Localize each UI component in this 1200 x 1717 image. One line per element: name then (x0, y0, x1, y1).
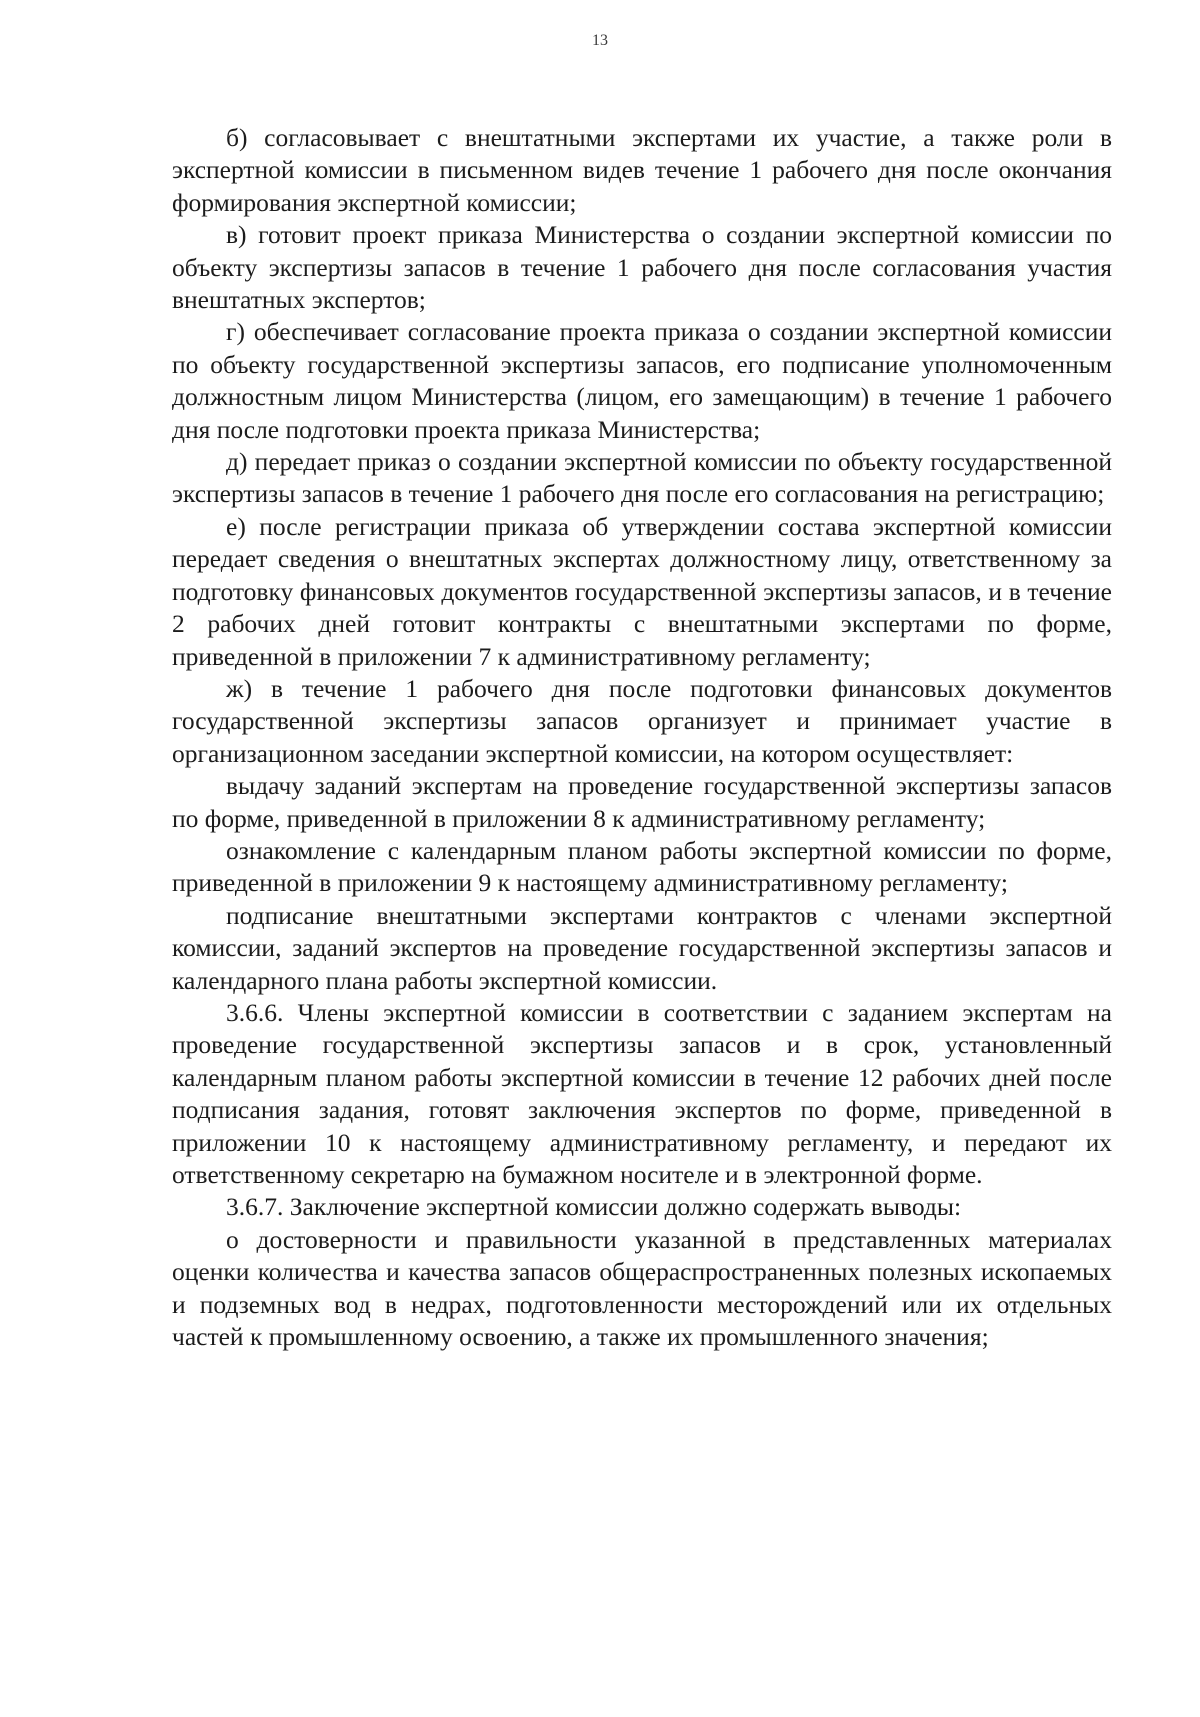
document-body (172, 122, 1112, 1353)
paragraph-v: в) готовит проект приказа Министерства о создании экспертной комиссии по объекту экспертизы запасов в течение 1 рабочего дня после согласования участия внештатных экспертов; (172, 220, 1112, 315)
page-number: 13 (592, 32, 608, 49)
paragraph-conclusion-reliability: о достоверности и правильности указанной в представленных материалах оценки количества и качества запасов общераспространенных полезных ископаемых и подземных вод в недрах, подготовленности месторождений или их отдельных частей к промышленному освоению, а также их промышленного значения; (172, 1224, 1112, 1352)
paragraph-g: г) обеспечивает согласование проекта приказа о создании экспертной комиссии по объекту государственной экспертизы запасов, его подписание уполномоченным должностным лицом Министерства (лицом, его замещающим) в течение 1 рабочего дня после подготовки проекта приказа Министерства; (172, 317, 1112, 444)
paragraph-zh: ж) в течение 1 рабочего дня после подготовки финансовых документов государственной экспертизы запасов организует и принимает участие в организационном заседании экспертной комиссии, на котором осуществляет: (172, 673, 1112, 768)
paragraph-b: б) согласовывает с внештатными экспертами их участие, а также роли в экспертной комиссии в письменном видев течение 1 рабочего дня после окончания формирования экспертной комиссии; (172, 123, 1112, 217)
paragraph-task-issue: выдачу заданий экспертам на проведение государственной экспертизы запасов по форме, приведенной в приложении 8 к административному регламенту; (172, 771, 1112, 833)
paragraph-d: д) передает приказ о создании экспертной комиссии по объекту государственной экспертизы запасов в течение 1 рабочего дня после его согласования на регистрацию; (172, 447, 1112, 509)
paragraph-contract-signing: подписание внештатными экспертами контрактов с членами экспертной комиссии, заданий экспертов на проведение государственной экспертизы запасов и календарного плана работы экспертной комиссии. (172, 900, 1112, 995)
paragraph-e: е) после регистрации приказа об утверждении состава экспертной комиссии передает сведения о внештатных экспертах должностному лицу, ответственному за подготовку финансовых документов государственной экспертизы запасов, и в течение 2 рабочих дней готовит контракты с внештатными экспертами по форме, приведенной в приложении 7 к административному регламенту; (172, 511, 1112, 671)
paragraph-calendar-plan: ознакомление с календарным планом работы экспертной комиссии по форме, приведенной в приложении 9 к настоящему административному регламенту; (172, 835, 1112, 898)
paragraph-3-6-6: 3.6.6. Члены экспертной комиссии в соответствии с заданием экспертам на проведение государственной экспертизы запасов и в срок, установленный календарным планом работы экспертной комиссии в течение 12 рабочих дней после подписания задания, готовят заключения экспертов по форме, приведенной в приложении 10 к настоящему административному регламенту, и передают их ответственному секретарю на бумажном носителе и в электронной форме. (172, 997, 1112, 1189)
paragraph-3-6-7: 3.6.7. Заключение экспертной комиссии должно содержать выводы: (226, 1192, 962, 1222)
